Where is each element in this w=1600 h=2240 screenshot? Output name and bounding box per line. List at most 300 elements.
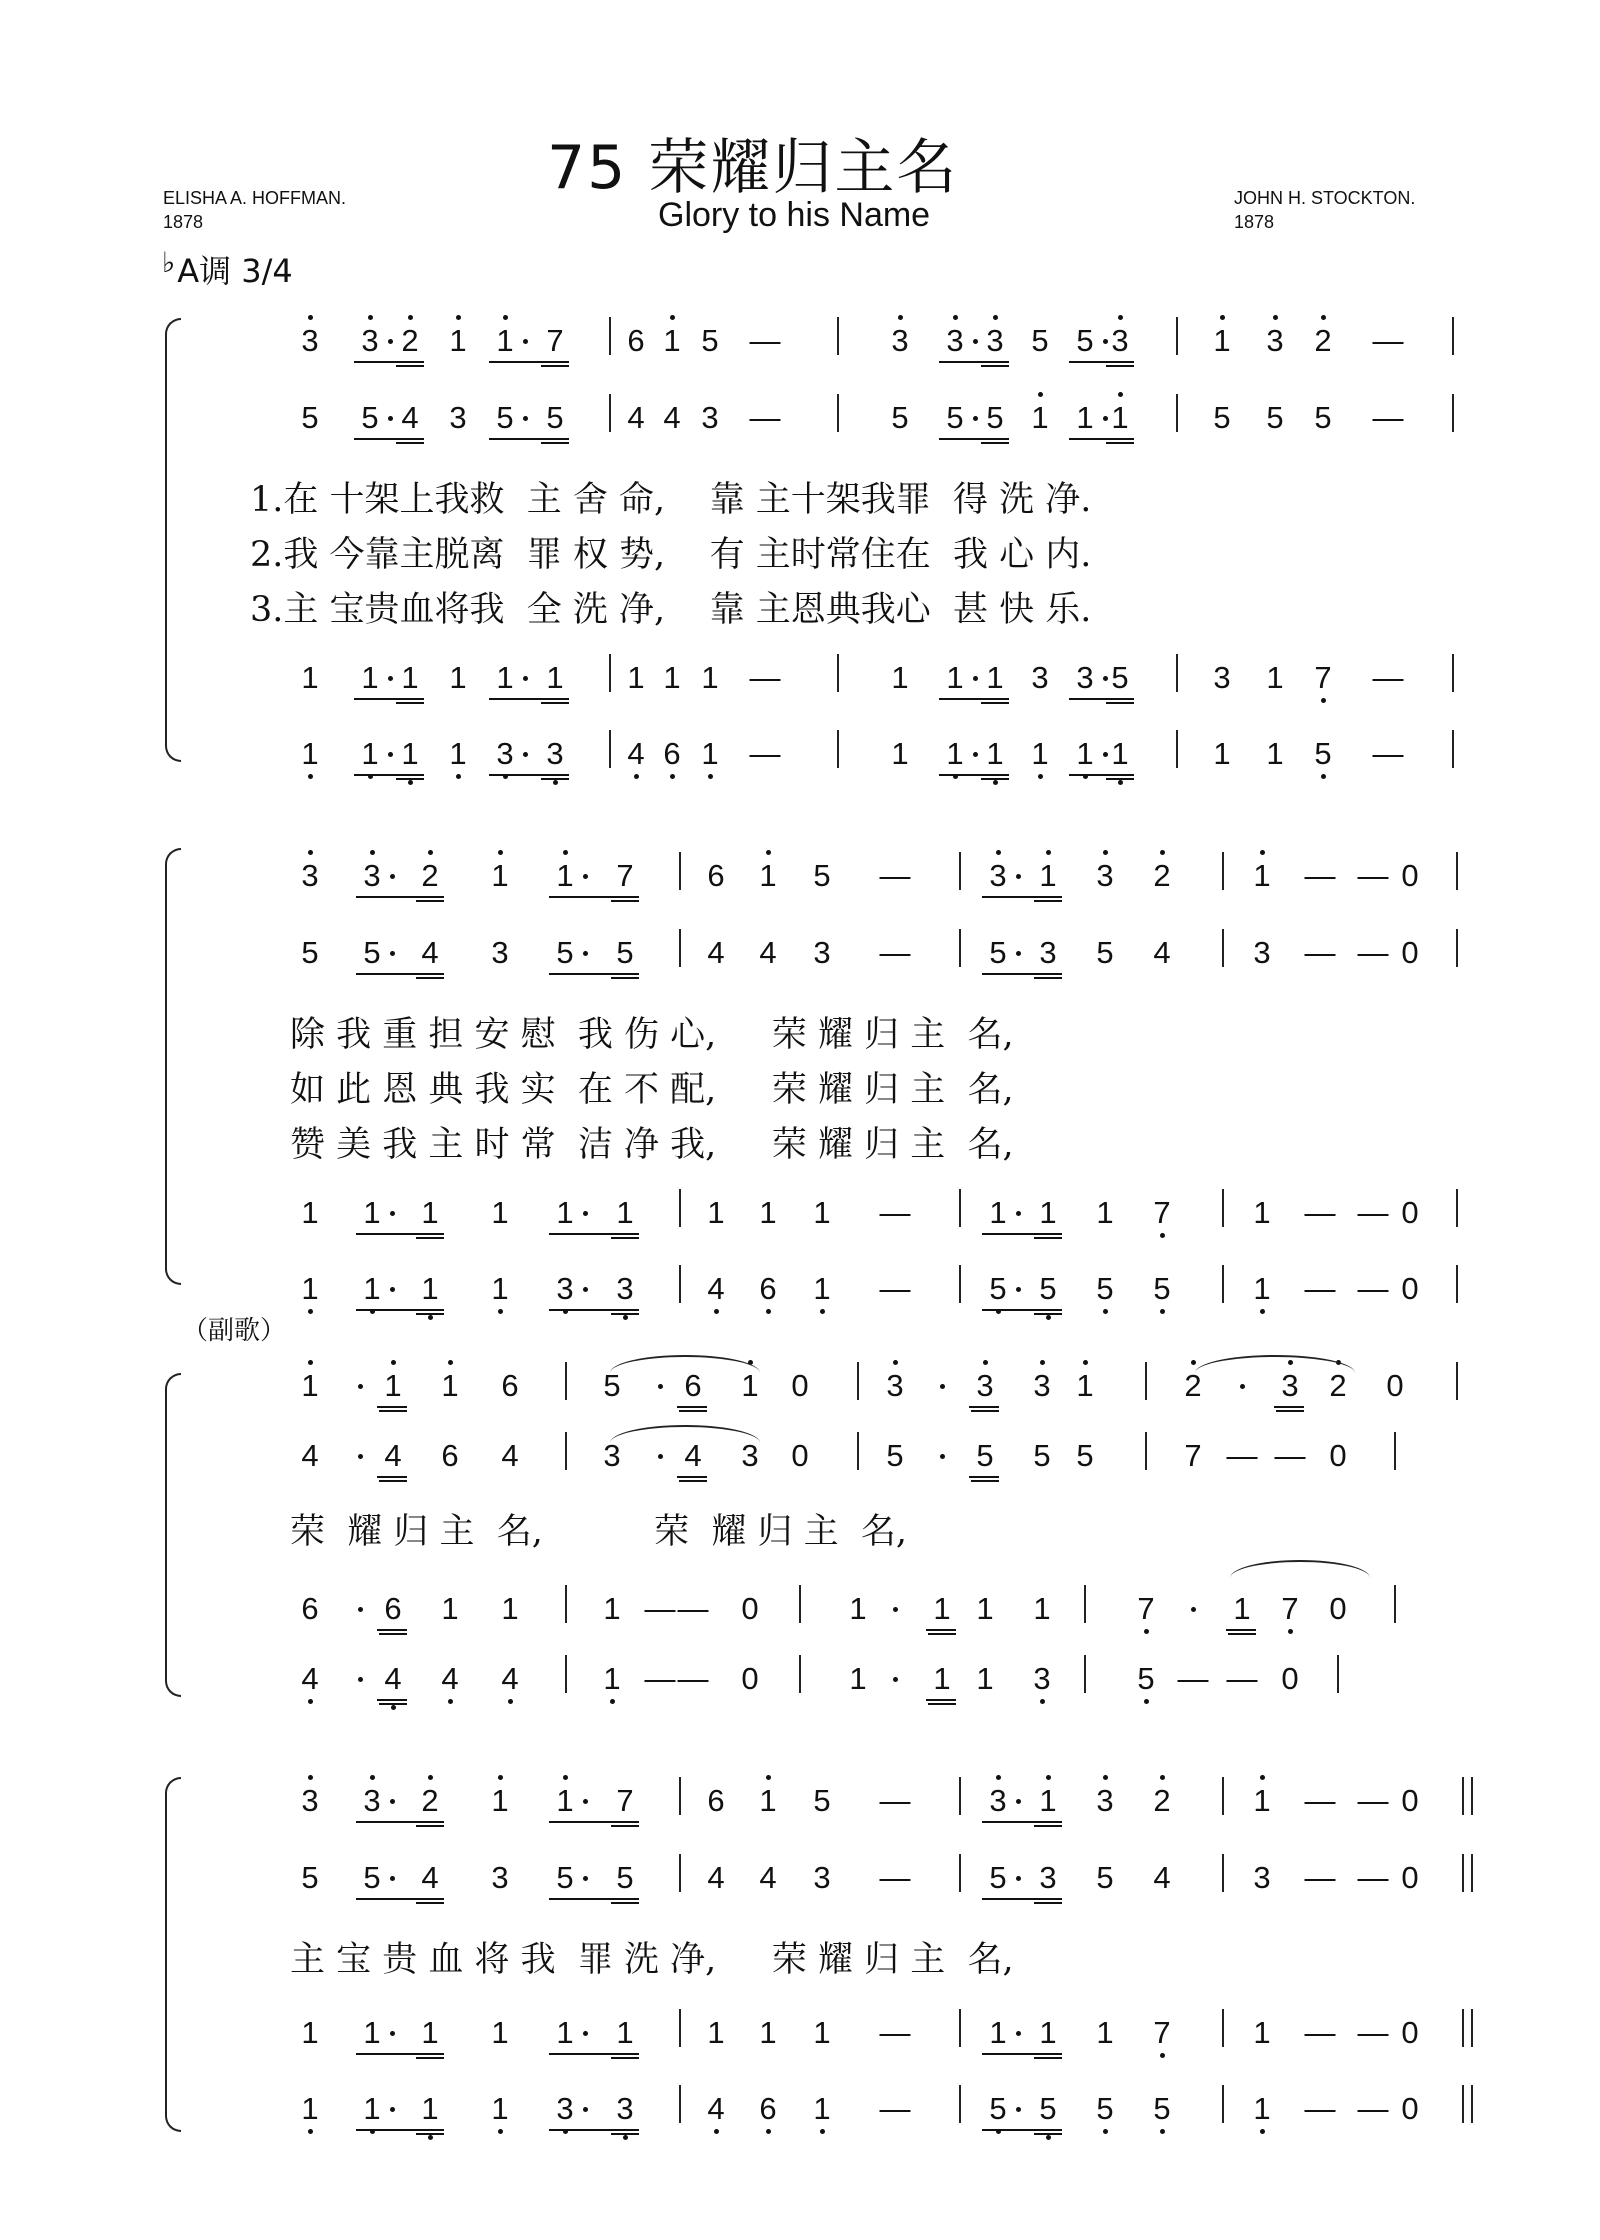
sustain-dash: — [644,1661,676,1696]
flat-sign-icon: ♭ [162,246,176,279]
octave-down-dot [1144,1629,1149,1634]
note: 3 [1033,1368,1051,1403]
sixteenth-underline [379,1410,407,1412]
sixteenth-underline [611,1237,639,1239]
notation-line [0,1583,1600,1629]
note: 1 [363,2091,381,2126]
note: 7 [616,858,634,893]
augmentation-dot [390,1211,395,1216]
eighth-underline [1069,774,1134,776]
note: 1 [989,1195,1007,1230]
octave-down-dot [714,2129,719,2134]
augmentation-dot [940,1454,945,1459]
octave-up-dot [428,1775,433,1780]
note: 1 [1213,736,1231,771]
note: 1 [496,323,514,358]
note: 3 [813,1860,831,1895]
eighth-underline [549,1898,639,1900]
note: 5 [301,1860,319,1895]
eighth-underline [939,774,1009,776]
octave-down-dot [820,1309,825,1314]
sixteenth-underline [541,702,569,704]
sustain-dash: — [879,2015,911,2050]
barline [1222,1777,1224,1815]
sixteenth-underline [611,2057,639,2059]
sixteenth-underline [1034,1902,1062,1904]
eighth-underline [939,698,1009,700]
eighth-underline [377,1699,407,1701]
note: 4 [663,400,681,435]
note: 3 [491,935,509,970]
eighth-underline [356,2053,444,2055]
augmentation-dot [390,1287,395,1292]
note: 3 [813,935,831,970]
lyricist-name: ELISHA A. HOFFMAN. [163,188,347,208]
note: 1 [491,2015,509,2050]
sustain-dash: — [1177,1661,1209,1696]
eighth-underline [356,2129,444,2131]
note: 5 [813,1783,831,1818]
barline [1176,730,1178,768]
eighth-underline [1069,361,1134,363]
augmentation-dot [523,752,528,757]
note: 1 [707,1195,725,1230]
note: 5 [1096,1271,1114,1306]
note: 3 [989,1783,1007,1818]
octave-down-dot [623,1315,628,1320]
note: 3 [1281,1368,1299,1403]
octave-up-dot [993,315,998,320]
composer-name: JOHN H. STOCKTON. [1234,188,1416,208]
sixteenth-underline [396,365,424,367]
sustain-dash: — [1274,1438,1306,1473]
octave-down-dot [1103,1309,1108,1314]
note: 1 [946,660,964,695]
barline [1176,317,1178,355]
eighth-underline [677,1476,707,1478]
lyric-line: 3.主 宝贵血将我 全 洗 净, 靠 主恩典我心 甚 快 乐. [250,590,1092,630]
octave-down-dot [610,1699,615,1704]
barline [1222,1265,1224,1303]
eighth-underline [377,1406,407,1408]
barline [1222,2009,1224,2047]
note: 5 [1096,935,1114,970]
note: 3 [986,323,1004,358]
note: 5 [989,1860,1007,1895]
system-brace [165,1793,167,2114]
eighth-underline [982,2053,1062,2055]
sustain-dash: — [1304,935,1336,970]
augmentation-dot [1016,2031,1021,2036]
octave-up-dot [563,850,568,855]
barline [1222,929,1224,967]
note: 4 [684,1438,702,1473]
note: 6 [684,1368,702,1403]
note: 5 [301,400,319,435]
barline [609,730,611,768]
augmentation-dot [388,416,393,421]
augmentation-dot [1016,951,1021,956]
note: 1 [401,660,419,695]
octave-down-dot [766,2129,771,2134]
note: 1 [1253,1271,1271,1306]
barline [799,1585,801,1623]
octave-up-dot [953,315,958,320]
sustain-dash: — [1226,1438,1258,1473]
eighth-underline [549,2129,639,2131]
octave-down-dot [1038,774,1043,779]
note: 1 [301,1195,319,1230]
note: 3 [556,1271,574,1306]
notation-line [0,392,1600,438]
eighth-underline [969,1406,999,1408]
note: 1 [813,1195,831,1230]
barline [1084,1585,1086,1623]
octave-down-dot [714,1309,719,1314]
composer-credit [1234,186,1415,234]
note: 0 [1281,1661,1299,1696]
note: 7 [1153,2015,1171,2050]
augmentation-dot [658,1384,663,1389]
note: 1 [976,1591,994,1626]
octave-down-dot [1046,1315,1051,1320]
note: 5 [989,2091,1007,2126]
lyric-line: 2.我 今靠主脱离 罪 权 势, 有 主时常住在 我 心 内. [250,535,1092,575]
note: 1 [1076,1368,1094,1403]
octave-up-dot [670,315,675,320]
sustain-dash: — [1357,1860,1389,1895]
note: 1 [441,1368,459,1403]
octave-down-dot [1040,1699,1045,1704]
note: 2 [1314,323,1332,358]
sixteenth-underline [1034,977,1062,979]
eighth-underline [549,1821,639,1823]
octave-down-dot [993,780,998,785]
note: 3 [741,1438,759,1473]
note: 7 [1137,1591,1155,1626]
note: 7 [546,323,564,358]
note: 1 [813,2091,831,2126]
note: 0 [741,1661,759,1696]
note: 1 [421,2015,439,2050]
octave-down-dot [408,780,413,785]
octave-up-dot [1038,392,1043,397]
barline [679,1777,681,1815]
eighth-underline [982,1233,1062,1235]
note: 4 [384,1661,402,1696]
octave-up-dot [308,315,313,320]
octave-down-dot [623,2135,628,2140]
octave-up-dot [563,1775,568,1780]
octave-down-dot [428,1315,433,1320]
note: 1 [449,323,467,358]
note: 1 [1266,660,1284,695]
note: 1 [301,660,319,695]
octave-up-dot [1260,1775,1265,1780]
note: 6 [301,1591,319,1626]
slur-arc [610,1425,760,1443]
octave-down-dot [670,774,675,779]
barline [837,394,839,432]
augmentation-dot [1103,752,1108,757]
sustain-dash: — [879,935,911,970]
augmentation-dot [1103,416,1108,421]
note: 1 [491,2091,509,2126]
sustain-dash: — [1372,736,1404,771]
augmentation-dot [390,1876,395,1881]
sustain-dash: — [1357,935,1389,970]
augmentation-dot [358,1677,363,1682]
eighth-underline [489,438,569,440]
octave-down-dot [1288,1629,1293,1634]
note: 2 [401,323,419,358]
note: 2 [1184,1368,1202,1403]
note: 3 [363,1783,381,1818]
octave-up-dot [1046,1775,1051,1780]
barline [1456,852,1458,890]
sixteenth-underline [416,1237,444,1239]
note: 0 [1401,2091,1419,2126]
sustain-dash: — [1357,2091,1389,2126]
note: 1 [759,1195,777,1230]
augmentation-dot [358,1454,363,1459]
augmentation-dot [1103,339,1108,344]
note: 3 [1096,1783,1114,1818]
augmentation-dot [973,339,978,344]
note: 5 [1076,323,1094,358]
note: 5 [891,400,909,435]
sixteenth-underline [1106,442,1134,444]
augmentation-dot [583,874,588,879]
octave-up-dot [448,1360,453,1365]
note: 3 [1096,858,1114,893]
octave-up-dot [1118,392,1123,397]
eighth-underline [356,1898,444,1900]
octave-up-dot [766,1775,771,1780]
augmentation-dot [583,2031,588,2036]
sustain-dash: — [1304,1783,1336,1818]
sustain-dash: — [879,2091,911,2126]
note: 3 [361,323,379,358]
note: 6 [441,1438,459,1473]
note: 3 [1213,660,1231,695]
note: 4 [759,935,777,970]
sustain-dash: — [677,1661,709,1696]
barline [959,852,961,890]
note: 1 [1076,400,1094,435]
note: 3 [1253,935,1271,970]
eighth-underline [549,896,639,898]
barline [1456,1189,1458,1227]
note: 5 [363,1860,381,1895]
lyric-line: 荣 耀 归 主 名, 荣 耀 归 主 名, [290,1512,908,1552]
note: 1 [627,660,645,695]
barline [1337,1655,1339,1693]
sixteenth-underline [1228,1633,1256,1635]
note: 1 [363,1271,381,1306]
note: 7 [1153,1195,1171,1230]
augmentation-dot [358,1607,363,1612]
sixteenth-underline [928,1703,956,1705]
barline [565,1432,567,1470]
eighth-underline [356,896,444,898]
note: 1 [701,660,719,695]
note: 1 [603,1661,621,1696]
barline [1452,317,1454,355]
note: 1 [449,736,467,771]
eighth-underline [677,1406,707,1408]
augmentation-dot [388,676,393,681]
note: 1 [663,660,681,695]
note: 5 [546,400,564,435]
octave-up-dot [1118,315,1123,320]
eighth-underline [354,698,424,700]
eighth-underline [356,1309,444,1311]
barline [1456,1265,1458,1303]
note: 3 [1266,323,1284,358]
lyric-line: 除 我 重 担 安 慰 我 伤 心, 荣 耀 归 主 名, [290,1015,1014,1055]
note: 1 [1213,323,1231,358]
augmentation-dot [523,676,528,681]
note: 4 [627,400,645,435]
barline [837,317,839,355]
sixteenth-underline [416,1313,444,1315]
augmentation-dot [583,1876,588,1881]
barline [1145,1432,1147,1470]
note: 0 [1401,1860,1419,1895]
barline [679,1265,681,1303]
sustain-dash: — [1372,660,1404,695]
note: 3 [989,858,1007,893]
eighth-underline [982,1898,1062,1900]
note: 1 [441,1591,459,1626]
note: 3 [491,1860,509,1895]
octave-down-dot [1160,2129,1165,2134]
sixteenth-underline [1276,1410,1304,1412]
sustain-dash: — [677,1591,709,1626]
lyric-line: 如 此 恩 典 我 实 在 不 配, 荣 耀 归 主 名, [290,1070,1014,1110]
sixteenth-underline [928,1633,956,1635]
note: 1 [301,2015,319,2050]
octave-up-dot [391,1360,396,1365]
augmentation-dot [1016,1799,1021,1804]
octave-down-dot [508,1699,513,1704]
note: 5 [989,935,1007,970]
augmentation-dot [1016,874,1021,879]
note: 2 [1329,1368,1347,1403]
notation-line [0,1263,1600,1309]
octave-down-dot [456,774,461,779]
notation-line [0,2007,1600,2053]
note: 5 [986,400,1004,435]
barline [1222,2085,1224,2123]
note: 1 [741,1368,759,1403]
note: 1 [1253,2091,1271,2126]
barline [857,1432,859,1470]
octave-up-dot [498,850,503,855]
note: 3 [1033,1661,1051,1696]
eighth-underline [354,438,424,440]
notation-line [0,1653,1600,1699]
octave-up-dot [1220,315,1225,320]
octave-up-dot [983,1360,988,1365]
augmentation-dot [1103,676,1108,681]
sixteenth-underline [541,442,569,444]
octave-down-dot [1046,2135,1051,2140]
note: 3 [449,400,467,435]
sustain-dash: — [1357,2015,1389,2050]
barline [1084,1655,1086,1693]
lyric-line: 主 宝 贵 血 将 我 罪 洗 净, 荣 耀 归 主 名, [290,1940,1014,1980]
note: 5 [886,1438,904,1473]
note: 0 [1329,1438,1347,1473]
augmentation-dot [390,951,395,956]
barline [1452,654,1454,692]
note: 1 [813,2015,831,2050]
note: 5 [1039,2091,1057,2126]
barline [679,2085,681,2123]
sustain-dash: — [879,1271,911,1306]
sustain-dash: — [1304,1860,1336,1895]
augmentation-dot [390,2031,395,2036]
note: 1 [421,1271,439,1306]
note: 1 [759,2015,777,2050]
note: 5 [1137,1661,1155,1696]
octave-down-dot [308,1309,313,1314]
note: 5 [701,323,719,358]
note: 4 [1153,1860,1171,1895]
sixteenth-underline [981,702,1009,704]
sustain-dash: — [879,1195,911,1230]
augmentation-dot [973,676,978,681]
octave-up-dot [898,315,903,320]
sustain-dash: — [1357,1783,1389,1818]
sustain-dash: — [1304,2015,1336,2050]
sustain-dash: — [749,323,781,358]
slur-arc [610,1355,760,1373]
note: 0 [1401,1783,1419,1818]
augmentation-dot [893,1607,898,1612]
augmentation-dot [940,1384,945,1389]
octave-down-dot [1118,780,1123,785]
eighth-underline [982,973,1062,975]
octave-up-dot [1040,1360,1045,1365]
lyricist-year: 1878 [163,212,204,232]
octave-down-dot [498,2129,503,2134]
notation-line [0,1430,1600,1476]
barline [959,1854,961,1892]
note: 7 [1281,1591,1299,1626]
note: 1 [603,1591,621,1626]
note: 1 [759,1783,777,1818]
eighth-underline [549,1233,639,1235]
note: 4 [401,400,419,435]
note: 1 [384,1368,402,1403]
sustain-dash: — [1304,2091,1336,2126]
sustain-dash: — [749,736,781,771]
octave-up-dot [1273,315,1278,320]
octave-up-dot [308,1775,313,1780]
note: 1 [616,1195,634,1230]
sixteenth-underline [981,365,1009,367]
note: 7 [1314,660,1332,695]
octave-down-dot [1321,698,1326,703]
note: 5 [1153,2091,1171,2126]
note: 7 [1184,1438,1202,1473]
note: 1 [616,2015,634,2050]
augmentation-dot [973,752,978,757]
barline [857,1362,859,1400]
